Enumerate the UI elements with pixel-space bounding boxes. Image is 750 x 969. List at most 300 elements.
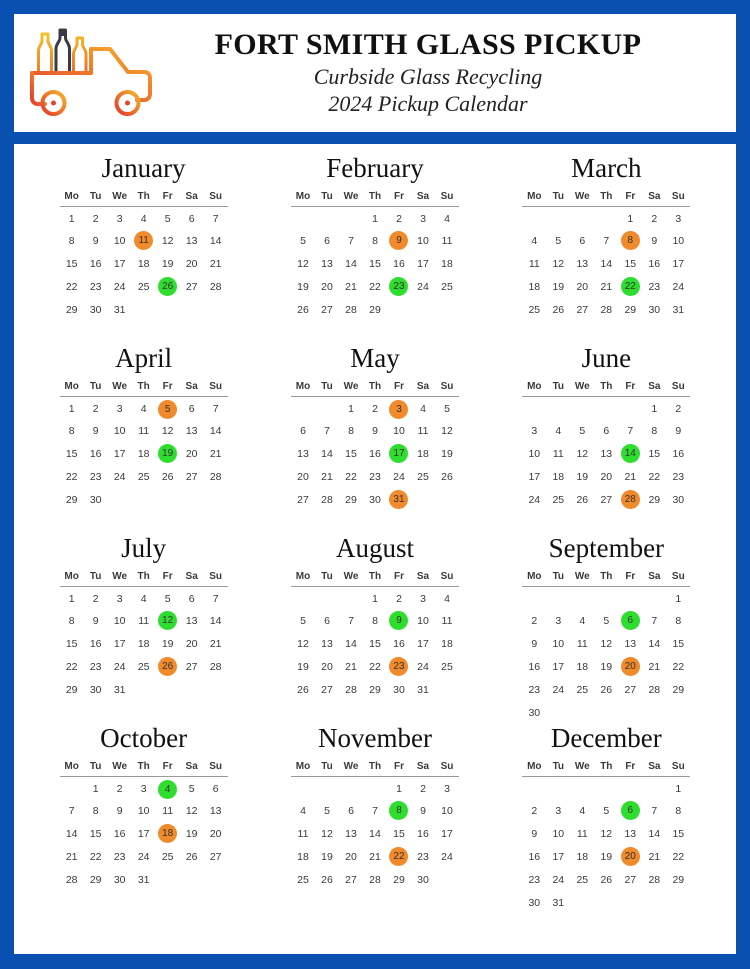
day-cell <box>84 442 108 465</box>
day-number: 9 <box>531 637 538 650</box>
week-row <box>522 701 690 724</box>
calendar-body <box>14 144 736 954</box>
weekday-header-tu: Tu <box>552 190 565 202</box>
day-number: 17 <box>441 827 453 840</box>
day-number: 4 <box>140 213 147 226</box>
pickup-day-orange[interactable] <box>618 655 642 678</box>
day-number: 2 <box>92 403 99 416</box>
day-number: 13 <box>600 447 613 460</box>
pickup-marker-orange: 26 <box>158 657 177 676</box>
pickup-day-green[interactable] <box>156 442 180 465</box>
day-number: 1 <box>372 213 378 226</box>
day-number: 3 <box>675 213 682 226</box>
day-cell <box>522 891 546 914</box>
day-cell <box>411 275 435 298</box>
month-table <box>522 381 690 512</box>
month-august <box>259 534 490 724</box>
day-cell <box>315 275 339 298</box>
day-number: 20 <box>185 637 198 650</box>
day-cell <box>435 465 459 488</box>
pickup-day-orange[interactable] <box>387 488 411 511</box>
day-cell <box>546 868 570 891</box>
empty-day-cell <box>594 396 618 419</box>
pickup-marker-orange: 11 <box>134 231 153 250</box>
day-cell <box>594 822 618 845</box>
day-cell <box>84 488 108 511</box>
day-number: 21 <box>624 470 637 483</box>
empty-day-cell <box>522 206 546 229</box>
day-number: 30 <box>417 873 429 886</box>
weekday-header-row <box>522 761 690 777</box>
months-grid <box>28 154 722 914</box>
day-number: 2 <box>396 213 402 226</box>
weekday-header-su: Su <box>440 190 454 202</box>
day-number: 29 <box>65 303 78 316</box>
empty-day-cell <box>132 488 156 511</box>
day-cell <box>339 655 363 678</box>
weekday-header-fr: Fr <box>162 760 173 772</box>
day-cell <box>156 252 180 275</box>
day-cell <box>291 632 315 655</box>
day-number: 30 <box>89 683 102 696</box>
day-cell <box>132 275 156 298</box>
pickup-marker-green: 17 <box>389 444 408 463</box>
day-cell <box>291 298 315 321</box>
day-number: 28 <box>321 493 333 506</box>
pickup-marker-green: 4 <box>158 780 177 799</box>
month-table <box>60 761 228 892</box>
day-number: 30 <box>369 493 381 506</box>
weekday-header-fr: Fr <box>393 760 404 772</box>
pickup-day-green[interactable] <box>618 609 642 632</box>
day-cell <box>108 442 132 465</box>
day-cell <box>315 442 339 465</box>
day-number: 29 <box>672 683 685 696</box>
day-number: 26 <box>600 683 613 696</box>
month-title: March <box>571 153 642 183</box>
day-cell <box>132 252 156 275</box>
empty-day-cell <box>594 891 618 914</box>
month-table <box>291 381 459 512</box>
weekday-header-th: Th <box>600 380 613 392</box>
pickup-day-green[interactable] <box>387 609 411 632</box>
day-number: 11 <box>138 614 150 627</box>
day-cell <box>60 275 84 298</box>
day-number: 2 <box>531 614 538 627</box>
day-cell <box>411 609 435 632</box>
weekday-header-th: Th <box>137 190 150 202</box>
day-number: 14 <box>345 637 357 650</box>
empty-day-cell <box>666 891 690 914</box>
pickup-day-orange[interactable] <box>618 229 642 252</box>
empty-day-cell <box>180 678 204 701</box>
empty-day-cell <box>570 396 594 419</box>
day-number: 2 <box>92 213 99 226</box>
pickup-day-orange[interactable] <box>156 655 180 678</box>
day-number: 19 <box>600 850 613 863</box>
pickup-day-green[interactable] <box>387 799 411 822</box>
day-cell <box>570 275 594 298</box>
day-cell <box>642 206 666 229</box>
weekday-header-we: We <box>574 380 590 392</box>
day-cell <box>435 632 459 655</box>
day-cell <box>546 275 570 298</box>
empty-day-cell <box>570 776 594 799</box>
empty-day-cell <box>570 891 594 914</box>
day-number: 23 <box>672 470 685 483</box>
day-cell <box>108 678 132 701</box>
pickup-day-orange[interactable] <box>156 822 180 845</box>
day-cell <box>363 822 387 845</box>
day-number: 8 <box>348 424 354 437</box>
pickup-marker-green: 22 <box>621 277 640 296</box>
empty-day-cell <box>642 776 666 799</box>
weekday-header-sa: Sa <box>185 760 198 772</box>
day-number: 30 <box>89 303 102 316</box>
empty-day-cell <box>180 298 204 321</box>
day-number: 4 <box>579 614 586 627</box>
empty-day-cell <box>642 701 666 724</box>
day-cell <box>435 229 459 252</box>
pickup-day-orange[interactable] <box>387 396 411 419</box>
day-number: 11 <box>297 827 309 840</box>
day-number: 5 <box>579 424 586 437</box>
empty-day-cell <box>618 701 642 724</box>
pickup-day-green[interactable] <box>156 776 180 799</box>
weekday-header-th: Th <box>368 380 382 392</box>
day-number: 24 <box>113 660 126 673</box>
week-row <box>291 206 459 229</box>
empty-day-cell <box>339 206 363 229</box>
day-cell <box>363 655 387 678</box>
day-cell <box>60 419 84 442</box>
day-number: 19 <box>297 280 309 293</box>
day-cell <box>666 632 690 655</box>
day-number: 12 <box>552 257 565 270</box>
empty-day-cell <box>642 891 666 914</box>
day-number: 18 <box>137 257 150 270</box>
day-number: 28 <box>648 683 661 696</box>
day-number: 1 <box>675 783 682 796</box>
empty-day-cell <box>156 678 180 701</box>
day-cell <box>411 586 435 609</box>
day-cell <box>546 632 570 655</box>
pickup-day-green[interactable] <box>618 799 642 822</box>
day-number: 8 <box>68 424 75 437</box>
day-number: 25 <box>576 683 589 696</box>
day-cell <box>411 442 435 465</box>
day-number: 15 <box>672 637 685 650</box>
day-cell <box>339 488 363 511</box>
weekday-header-sa: Sa <box>185 380 198 392</box>
day-cell <box>411 465 435 488</box>
week-row <box>60 609 228 632</box>
day-cell <box>522 845 546 868</box>
day-cell <box>339 396 363 419</box>
empty-day-cell <box>570 586 594 609</box>
day-number: 5 <box>324 804 330 817</box>
day-cell <box>60 678 84 701</box>
day-cell <box>546 252 570 275</box>
day-number: 9 <box>651 234 658 247</box>
day-number: 10 <box>672 234 685 247</box>
day-cell <box>594 609 618 632</box>
pickup-day-orange[interactable] <box>132 229 156 252</box>
day-cell <box>666 586 690 609</box>
weekday-header-su: Su <box>671 760 685 772</box>
empty-day-cell <box>546 776 570 799</box>
pickup-marker-green: 14 <box>621 444 640 463</box>
day-cell <box>339 275 363 298</box>
day-number: 24 <box>552 873 565 886</box>
month-title: December <box>550 723 662 753</box>
day-cell <box>522 632 546 655</box>
day-cell <box>156 229 180 252</box>
day-cell <box>570 632 594 655</box>
week-row <box>60 488 228 511</box>
empty-day-cell <box>435 678 459 701</box>
day-cell <box>363 396 387 419</box>
pickup-day-orange[interactable] <box>387 845 411 868</box>
day-number: 29 <box>345 493 357 506</box>
pickup-day-green[interactable] <box>156 609 180 632</box>
day-number: 15 <box>672 827 685 840</box>
day-cell <box>570 678 594 701</box>
pickup-marker-green: 9 <box>389 611 408 630</box>
pickup-day-orange[interactable] <box>156 396 180 419</box>
pickup-marker-orange: 9 <box>389 231 408 250</box>
day-number: 26 <box>185 850 198 863</box>
day-cell <box>387 822 411 845</box>
day-cell <box>315 799 339 822</box>
weekday-header-su: Su <box>440 570 454 582</box>
month-january <box>28 154 259 344</box>
week-row <box>522 465 690 488</box>
day-cell <box>435 609 459 632</box>
day-number: 16 <box>528 850 541 863</box>
day-number: 2 <box>531 804 538 817</box>
day-cell <box>315 252 339 275</box>
day-cell <box>315 609 339 632</box>
day-cell <box>411 396 435 419</box>
day-cell <box>291 488 315 511</box>
empty-day-cell <box>204 298 228 321</box>
day-number: 12 <box>576 447 589 460</box>
week-row <box>60 442 228 465</box>
month-february <box>259 154 490 344</box>
pickup-day-orange[interactable] <box>618 845 642 868</box>
day-number: 3 <box>420 213 426 226</box>
day-cell <box>60 655 84 678</box>
day-cell <box>363 678 387 701</box>
day-cell <box>84 845 108 868</box>
pickup-day-orange[interactable] <box>387 655 411 678</box>
day-number: 14 <box>65 827 78 840</box>
empty-day-cell <box>315 776 339 799</box>
week-row <box>522 488 690 511</box>
week-row <box>522 891 690 914</box>
day-cell <box>291 868 315 891</box>
day-cell <box>522 822 546 845</box>
day-cell <box>570 229 594 252</box>
day-number: 27 <box>600 493 613 506</box>
day-cell <box>291 655 315 678</box>
day-number: 11 <box>528 257 540 270</box>
week-row <box>522 868 690 891</box>
month-july <box>28 534 259 724</box>
day-cell <box>522 419 546 442</box>
weekday-header-sa: Sa <box>416 380 430 392</box>
pickup-day-orange[interactable] <box>387 229 411 252</box>
day-cell <box>315 822 339 845</box>
month-table <box>522 191 690 322</box>
day-number: 22 <box>369 280 381 293</box>
day-number: 20 <box>321 280 333 293</box>
day-cell <box>522 465 546 488</box>
day-number: 19 <box>441 447 453 460</box>
day-cell <box>546 655 570 678</box>
day-cell <box>570 609 594 632</box>
day-cell <box>411 655 435 678</box>
day-cell <box>570 799 594 822</box>
day-number: 6 <box>188 403 195 416</box>
pickup-day-green[interactable] <box>618 275 642 298</box>
month-table <box>60 571 228 702</box>
day-cell <box>339 252 363 275</box>
month-table <box>522 571 690 725</box>
day-number: 16 <box>89 637 102 650</box>
day-cell <box>132 822 156 845</box>
day-number: 13 <box>321 257 333 270</box>
day-number: 23 <box>89 470 102 483</box>
day-cell <box>108 465 132 488</box>
day-number: 13 <box>321 637 333 650</box>
day-cell <box>522 868 546 891</box>
day-cell <box>435 586 459 609</box>
day-number: 14 <box>209 424 222 437</box>
weekday-header-row <box>522 381 690 397</box>
day-number: 1 <box>396 783 402 796</box>
weekday-header-row <box>291 191 459 207</box>
day-number: 6 <box>212 783 219 796</box>
day-cell <box>411 799 435 822</box>
day-number: 20 <box>185 447 198 460</box>
day-cell <box>180 586 204 609</box>
day-number: 30 <box>89 493 102 506</box>
day-number: 17 <box>113 637 126 650</box>
day-number: 17 <box>113 447 126 460</box>
week-row <box>291 609 459 632</box>
day-cell <box>642 632 666 655</box>
day-number: 1 <box>627 213 634 226</box>
day-cell <box>60 465 84 488</box>
day-cell <box>84 609 108 632</box>
day-cell <box>363 229 387 252</box>
day-cell <box>618 206 642 229</box>
day-cell <box>522 275 546 298</box>
empty-day-cell <box>180 488 204 511</box>
day-cell <box>666 609 690 632</box>
pickup-marker-orange: 5 <box>158 400 177 419</box>
weekday-header-we: We <box>574 570 590 582</box>
day-number: 13 <box>345 827 357 840</box>
pickup-day-green[interactable] <box>387 275 411 298</box>
day-cell <box>60 298 84 321</box>
day-cell <box>642 678 666 701</box>
pickup-marker-orange: 3 <box>389 400 408 419</box>
day-cell <box>132 206 156 229</box>
day-number: 28 <box>209 470 222 483</box>
day-number: 11 <box>441 234 453 247</box>
month-april <box>28 344 259 534</box>
weekday-header-sa: Sa <box>648 190 661 202</box>
pickup-marker-orange: 20 <box>621 847 640 866</box>
day-cell <box>666 396 690 419</box>
month-title: February <box>326 153 424 183</box>
day-cell <box>132 776 156 799</box>
day-cell <box>108 799 132 822</box>
day-number: 8 <box>92 804 99 817</box>
weekday-header-row <box>522 571 690 587</box>
empty-day-cell <box>204 868 228 891</box>
day-number: 5 <box>603 804 610 817</box>
day-number: 8 <box>372 614 378 627</box>
pickup-day-green[interactable] <box>618 442 642 465</box>
day-cell <box>315 868 339 891</box>
day-number: 25 <box>297 873 309 886</box>
day-number: 22 <box>369 660 381 673</box>
day-number: 22 <box>65 660 78 673</box>
day-cell <box>363 799 387 822</box>
day-number: 24 <box>113 470 126 483</box>
day-number: 5 <box>188 783 195 796</box>
day-cell <box>60 442 84 465</box>
pickup-day-green[interactable] <box>387 442 411 465</box>
empty-day-cell <box>339 586 363 609</box>
week-row <box>522 845 690 868</box>
day-number: 6 <box>324 234 330 247</box>
empty-day-cell <box>594 586 618 609</box>
day-number: 27 <box>209 850 222 863</box>
day-cell <box>339 678 363 701</box>
day-number: 30 <box>113 873 126 886</box>
day-number: 11 <box>138 424 150 437</box>
weekday-header-su: Su <box>671 380 685 392</box>
week-row <box>60 252 228 275</box>
day-number: 4 <box>444 213 450 226</box>
weekday-header-mo: Mo <box>527 380 542 392</box>
day-number: 8 <box>372 234 378 247</box>
pickup-day-green[interactable] <box>156 275 180 298</box>
day-cell <box>204 206 228 229</box>
day-number: 27 <box>624 683 637 696</box>
day-cell <box>180 419 204 442</box>
day-number: 24 <box>417 280 429 293</box>
month-table <box>291 191 459 322</box>
empty-day-cell <box>642 586 666 609</box>
pickup-day-orange[interactable] <box>618 488 642 511</box>
weekday-header-fr: Fr <box>393 570 404 582</box>
day-cell <box>84 632 108 655</box>
day-number: 4 <box>140 403 147 416</box>
day-cell <box>108 206 132 229</box>
weekday-header-fr: Fr <box>393 380 404 392</box>
day-cell <box>387 632 411 655</box>
weekday-header-sa: Sa <box>416 760 430 772</box>
weekday-header-we: We <box>343 760 359 772</box>
day-number: 24 <box>137 850 150 863</box>
empty-day-cell <box>435 868 459 891</box>
